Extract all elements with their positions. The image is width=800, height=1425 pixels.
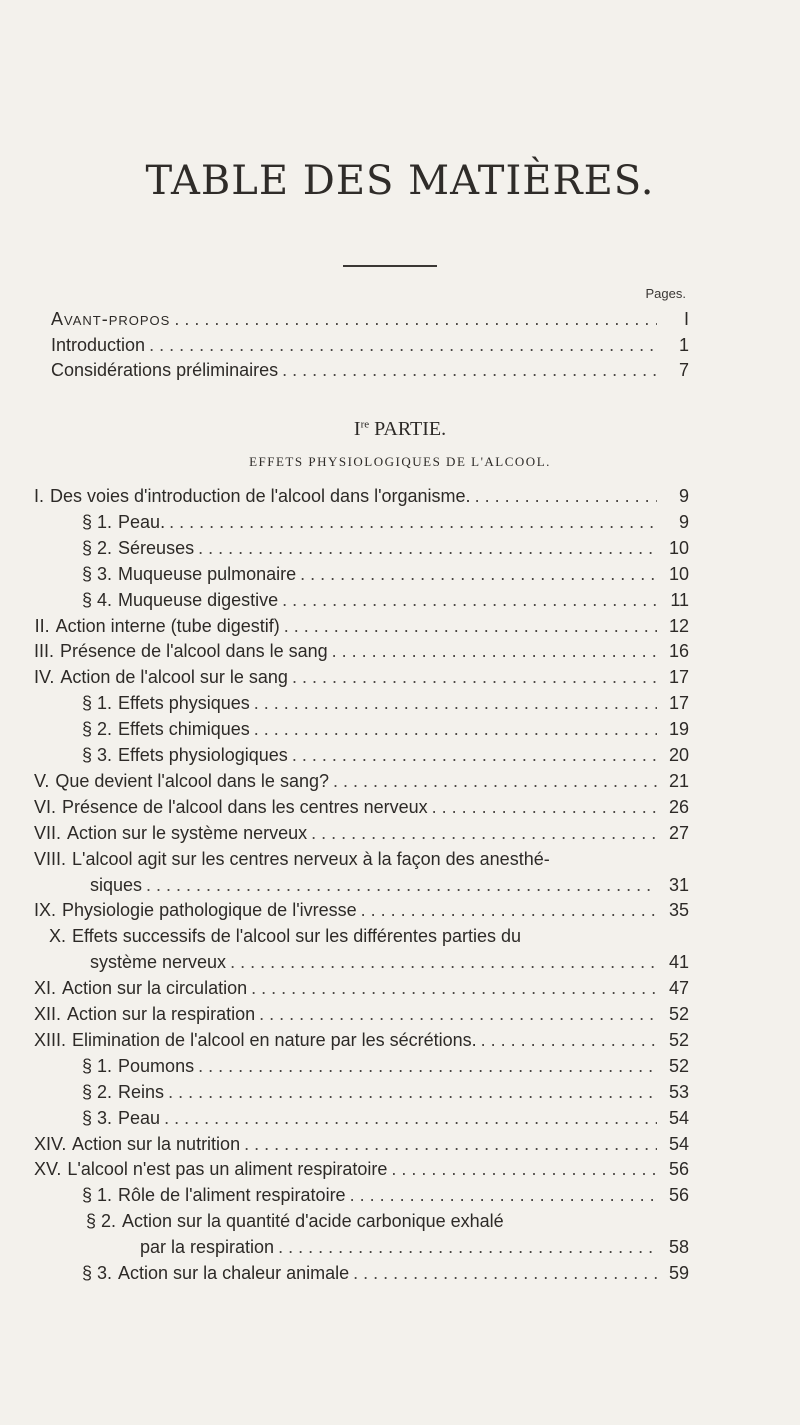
entry-text: Action sur la nutrition [72,1133,241,1154]
entry-number: § 2. [82,537,113,558]
entry-number: VIII. [34,848,67,869]
entry-text: Action sur la chaleur animale [118,1263,350,1283]
entry-number: § 1. [82,693,113,714]
entry-text: Présence de l'alcool dans le sang [60,641,328,662]
entry-number: § 3. [82,563,113,584]
entry-page: 58 [668,1237,689,1258]
entry-number: I. [34,486,45,506]
entry-page: 35 [668,900,689,921]
leader-dots [284,613,657,639]
toc-entry [34,613,689,639]
entry-number: XI. [34,978,57,999]
entry-page: 41 [668,952,689,973]
entry-page: 16 [668,641,689,662]
leader-dots [333,768,657,794]
entry-page: 12 [668,615,689,636]
entry-number: § 1. [82,511,113,532]
toc-entry [34,1027,689,1053]
entry-number: § 2. [82,719,113,740]
leader-dots [282,357,657,383]
leader-dots [259,1001,657,1027]
toc-entry [34,638,689,664]
entry-text: Poumons [118,1055,195,1076]
toc-subentry [82,1079,689,1105]
toc-subentry [82,509,689,535]
toc-subentry [82,535,689,561]
entry-page: 20 [668,745,689,765]
entry-text: Action de l'alcool sur le sang [60,667,288,688]
entry-number: § 2. [85,1211,116,1232]
toc-subentry [82,1208,690,1234]
leader-dots [168,1079,657,1105]
leader-dots [251,975,657,1001]
toc-entry [34,975,689,1001]
part-subtitle: EFFETS PHYSIOLOGIQUES DE L'ALCOOL. [249,454,551,469]
toc-subentry [82,1182,689,1208]
toc-entry [34,923,690,949]
leader-dots [432,794,657,820]
entry-text: Introduction [51,335,146,355]
entry-number: IV. [34,667,55,688]
toc-entry [34,664,689,690]
entry-page: 17 [668,693,689,714]
entry-number: VI. [34,796,57,817]
entry-text: Présence de l'alcool dans les centres nerveux [62,796,428,817]
entry-page: 52 [668,1029,689,1050]
entry-page: 53 [668,1081,689,1102]
entry-text: Action sur le système nerveux [67,822,308,843]
toc-entry [34,483,689,509]
toc-entry [34,768,689,794]
entry-number: XIV. [34,1133,67,1154]
leader-dots [311,820,657,846]
entry-text: Effets physiologiques [118,745,288,765]
leader-dots [361,897,657,923]
entry-text: Séreuses [118,537,195,558]
leader-dots [350,1182,657,1208]
entry-text: Des voies d'introduction de l'alcool dans l'organisme. [50,486,471,506]
entry-number: V. [34,770,50,791]
part-heading [0,418,800,441]
leader-dots [244,1131,657,1157]
toc-entry-considerations [51,357,689,383]
toc-entry-continuation [140,1234,689,1260]
toc-entry-avant-propos [51,306,689,332]
leader-dots [149,332,657,358]
entry-page: 54 [668,1107,689,1128]
entry-page: 56 [668,1159,689,1180]
leader-dots [332,638,657,664]
entry-number: § 1. [82,1185,113,1206]
toc-entry [34,897,689,923]
leader-dots [254,690,657,716]
toc-entry [34,1131,689,1157]
leader-dots [198,535,657,561]
pages-column-label: Pages. [645,286,686,301]
toc-subentry [82,587,689,613]
entry-page: 54 [668,1133,689,1154]
entry-text: Effets chimiques [118,719,250,740]
toc-subentry [82,716,689,742]
toc-entry [34,846,690,872]
entry-text: Avant-propos [51,309,171,329]
entry-page: 31 [668,874,689,895]
entry-text: Considérations préliminaires [51,360,279,380]
leader-dots [278,1234,657,1260]
entry-number: IX. [34,900,57,921]
toc-entry [34,794,689,820]
entry-text: Physiologie pathologique de l'ivresse [62,900,357,921]
leader-dots [481,1027,657,1053]
entry-page: 11 [670,589,689,610]
entry-number: III. [34,641,55,662]
toc-entry-continuation [90,872,689,898]
entry-text-continued: par la respiration [140,1237,275,1258]
toc-subentry [82,1105,689,1131]
entry-text: Rôle de l'aliment respiratoire [118,1185,346,1206]
leader-dots [146,872,657,898]
leader-dots [353,1260,657,1286]
entry-number: § 3. [82,1107,113,1128]
entry-page: 26 [668,796,689,817]
leader-dots [391,1156,657,1182]
entry-page: 10 [668,537,689,558]
entry-page: 7 [678,360,689,380]
leader-dots [475,483,657,509]
entry-text: Action sur la circulation [62,978,248,999]
toc-subentry [82,1260,689,1286]
toc-entry [34,820,689,846]
entry-text: L'alcool n'est pas un aliment respiratoire [67,1159,388,1180]
entry-page: 21 [668,770,689,791]
entry-text: Peau [118,1107,161,1128]
entry-page: 19 [668,719,689,740]
leader-dots [164,1105,657,1131]
entry-number: XV. [34,1159,62,1180]
toc-subentry [82,1053,689,1079]
leader-dots [282,587,657,613]
toc-entry [34,1156,689,1182]
toc-entry-introduction [51,332,689,358]
toc-subentry [82,690,689,716]
entry-number: § 2. [82,1081,113,1102]
part-number-suffix: re [360,418,370,431]
part-label: PARTIE. [374,418,447,440]
entry-text: Effets physiques [118,693,250,714]
leader-dots [174,306,657,332]
entry-page: 52 [668,1055,689,1076]
leader-dots [300,561,657,587]
leader-dots [198,1053,657,1079]
entry-page: 52 [668,1004,689,1024]
entry-number: II. [34,615,50,636]
toc-subentry [82,742,689,768]
entry-text: Action sur la quantité d'acide carbonique exhalé [122,1211,504,1232]
toc-entry [34,1001,689,1027]
entry-page: 27 [668,822,689,843]
entry-number: § 3. [82,745,113,765]
entry-page: 47 [668,978,689,999]
entry-page: I [683,309,689,329]
leader-dots [230,949,657,975]
leader-dots [292,742,657,768]
entry-number: XIII. [34,1029,67,1050]
entry-text: Muqueuse pulmonaire [118,563,297,584]
entry-text: Reins [118,1081,165,1102]
entry-page: 9 [678,511,689,532]
entry-page: 9 [678,486,689,506]
page-title: TABLE DES MATIÈRES. [145,158,655,204]
entry-text: Elimination de l'alcool en nature par les sécrétions. [72,1029,477,1050]
entry-text: Action sur la respiration [67,1004,256,1024]
title-rule [343,265,437,267]
entry-number: § 1. [82,1055,113,1076]
entry-page: 10 [668,563,689,584]
entry-text: Effets successifs de l'alcool sur les différentes parties du [72,926,521,947]
entry-text: Peau. [118,511,166,532]
entry-text-continued: système nerveux [90,952,227,973]
entry-number: VII. [34,822,62,843]
entry-page: 1 [678,335,689,355]
entry-text-continued: siques [90,874,143,895]
entry-number: XII. [34,1004,62,1024]
leader-dots [169,509,657,535]
toc-entry-continuation [90,949,689,975]
entry-text: Action interne (tube digestif) [55,615,280,636]
leader-dots [254,716,657,742]
toc-subentry [82,561,689,587]
leader-dots [292,664,657,690]
entry-text: L'alcool agit sur les centres nerveux à la façon des anesthé- [72,848,550,869]
entry-number: § 3. [82,1263,113,1283]
entry-text: Muqueuse digestive [118,589,279,610]
entry-page: 17 [668,667,689,688]
part-number: I [353,418,361,440]
entry-page: 56 [668,1185,689,1206]
entry-number: § 4. [82,589,113,610]
entry-text: Que devient l'alcool dans le sang? [55,770,329,791]
entry-page: 59 [668,1263,689,1283]
entry-number: X. [48,926,66,947]
